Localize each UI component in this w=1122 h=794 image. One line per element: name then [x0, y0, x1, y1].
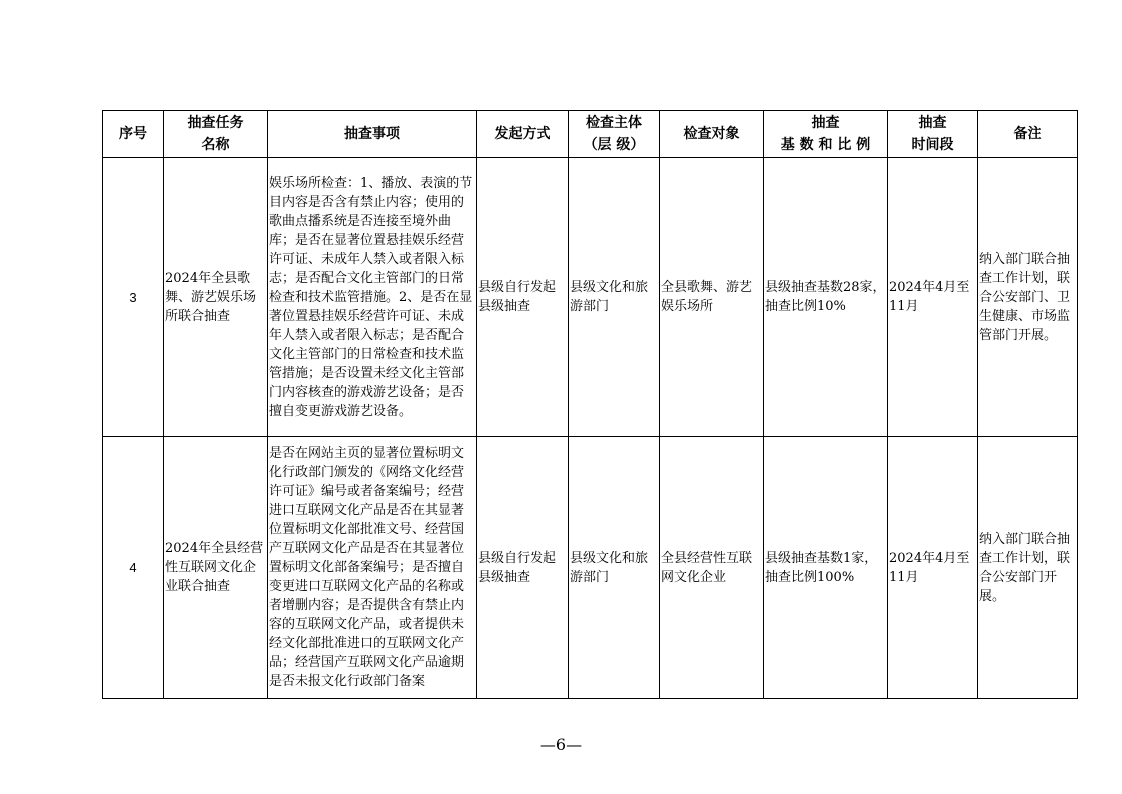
header-subject-line1: 检查主体 [586, 115, 642, 131]
page-number: —6— [539, 735, 583, 754]
header-subject [569, 111, 660, 158]
inspection-table [102, 110, 1078, 699]
row-seq: 4 [103, 437, 164, 699]
header-ratio-line2: 基 数 和 比 例 [780, 137, 871, 153]
row-remarks: 纳入部门联合抽查工作计划，联合公安部门开展。 [978, 437, 1078, 699]
row-subject: 县级文化和旅游部门 [569, 437, 660, 699]
row-task: 2024年全县歌舞、游艺娱乐场所联合抽查 [164, 158, 268, 437]
row-ratio: 县级抽查基数1家，抽查比例100% [764, 437, 888, 699]
row-matters: 娱乐场所检查：1、播放、表演的节目内容是否含有禁止内容；使用的歌曲点播系统是否连接至境外曲库；是否在显著位置悬挂娱乐经营许可证、未成年人禁入或者限入标志；是否配合文化主管部门的日常检查和技术监管措施。2、是否在显著位置悬挂娱乐经营许可证、未成年人禁入或者限入标志；是否配合文化主管部门的日常检查和技术监管措施；是否设置未经文化主管部门内容核查的游戏游艺设备；是否擅自变更游戏游艺设备。 [268, 158, 477, 437]
row-ratio: 县级抽查基数28家，抽查比例10% [764, 158, 888, 437]
table-row [103, 158, 1078, 437]
header-task-line1: 抽查任务 [187, 115, 244, 131]
header-method: 发起方式 [477, 111, 569, 158]
row-method: 县级自行发起县级抽查 [477, 437, 569, 699]
header-target: 检查对象 [660, 111, 764, 158]
row-remarks: 纳入部门联合抽查工作计划，联合公安部门、卫生健康、市场监管部门开展。 [978, 158, 1078, 437]
header-ratio [764, 111, 888, 158]
table-row [103, 437, 1078, 699]
header-seq: 序号 [103, 111, 164, 158]
row-target: 全县经营性互联网文化企业 [660, 437, 764, 699]
row-subject: 县级文化和旅游部门 [569, 158, 660, 437]
header-row [103, 111, 1078, 158]
row-period: 2024年4月至11月 [888, 158, 978, 437]
header-subject-line2: （层 级） [583, 137, 645, 153]
header-task-line2: 名称 [201, 137, 230, 153]
row-matters: 是否在网站主页的显著位置标明文化行政部门颁发的《网络文化经营许可证》编号或者备案编号；经营进口互联网文化产品是否在其显著位置标明文化部批准文号、经营国产互联网文化产品是否在其显著位置标明文化部备案编号；是否擅自变更进口互联网文化产品的名称或者增删内容；是否提供含有禁止内容的互联网文化产品，或者提供未经文化部批准进口的互联网文化产品；经营国产互联网文化产品逾期是否未报文化行政部门备案 [268, 437, 477, 699]
row-seq: 3 [103, 158, 164, 437]
row-method: 县级自行发起县级抽查 [477, 158, 569, 437]
row-period: 2024年4月至11月 [888, 437, 978, 699]
header-remarks: 备注 [978, 111, 1078, 158]
header-ratio-line1: 抽查 [811, 115, 840, 131]
header-matters: 抽查事项 [268, 111, 477, 158]
row-task: 2024年全县经营性互联网文化企业联合抽查 [164, 437, 268, 699]
header-task [164, 111, 268, 158]
header-period-line1: 抽查 [918, 115, 947, 131]
row-target: 全县歌舞、游艺娱乐场所 [660, 158, 764, 437]
header-period [888, 111, 978, 158]
header-period-line2: 时间段 [911, 137, 954, 153]
